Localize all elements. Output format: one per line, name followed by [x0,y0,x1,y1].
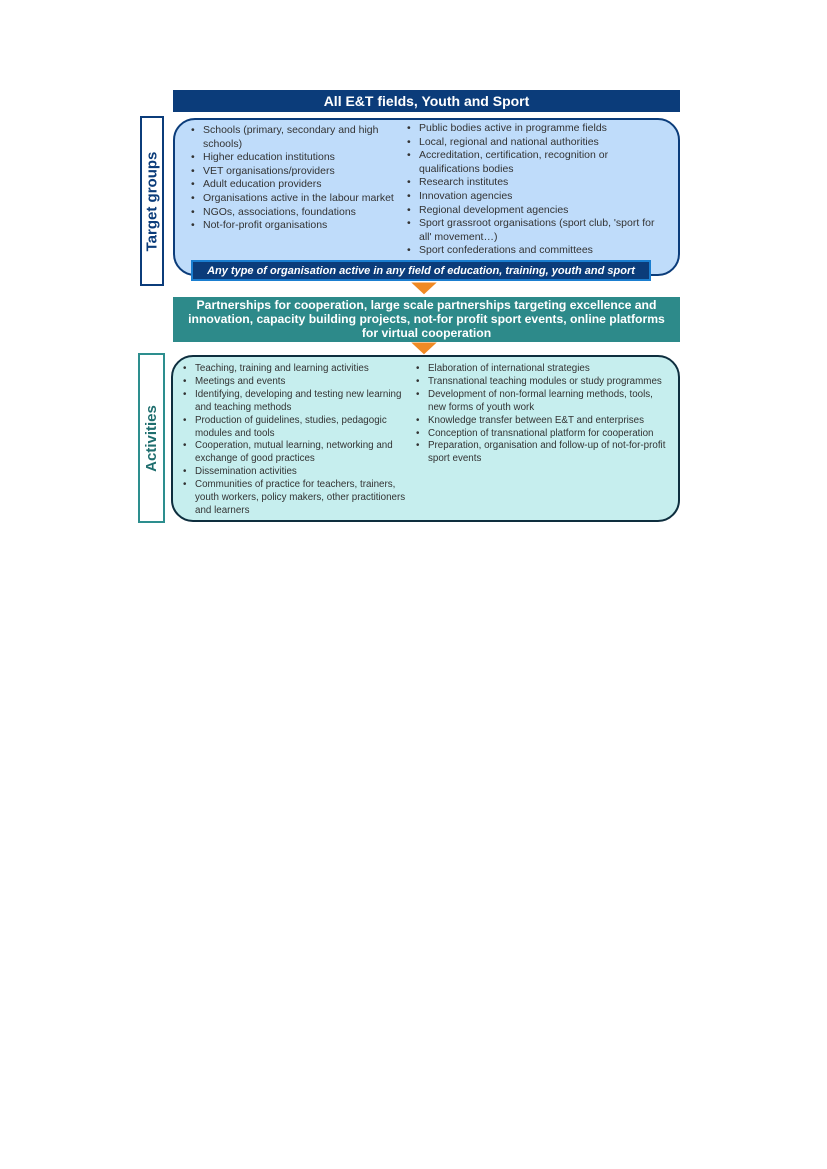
list-item: • Communities of practice for teachers, trainers, youth workers, policy makers, other practitioners and learners [183,479,411,518]
down-arrow-icon [410,282,438,296]
partnerships-box: Partnerships for cooperation, large scale partnerships targeting excellence and innovation, capacity building projects, not-for profit sport events, online platforms for virtual cooperation [173,297,680,342]
list-item: • Conception of transnational platform for cooperation [416,428,666,441]
activities-label [138,353,165,523]
any-organisation-banner: Any type of organisation active in any field of education, training, youth and sport [191,260,651,281]
activities-label-text: Activities [143,404,161,472]
list-item: • Adult education providers [191,178,401,192]
target-groups-left-list [191,124,401,233]
diagram-title: All E&T fields, Youth and Sport [173,90,680,112]
target-groups-right-list [407,122,667,258]
down-arrow-icon [410,342,438,356]
target-groups-label [140,116,164,286]
list-item: • Preparation, organisation and follow-up of not-for-profit sport events [416,440,666,466]
list-item: • Identifying, developing and testing new learning and teaching methods [183,389,411,415]
list-item: • Accreditation, certification, recognition or qualifications bodies [407,149,667,176]
list-item: • Local, regional and national authorities [407,136,667,150]
list-item: • Meetings and events [183,376,411,389]
list-item: • Not-for-profit organisations [191,219,401,233]
target-groups-label-text: Target groups [143,151,161,251]
list-item: • Elaboration of international strategies [416,363,666,376]
list-item: • Knowledge transfer between E&T and enterprises [416,415,666,428]
activities-left-list [183,363,411,518]
list-item: • Production of guidelines, studies, pedagogic modules and tools [183,415,411,441]
activities-right-list [416,363,666,466]
list-item: • NGOs, associations, foundations [191,206,401,220]
list-item: • Research institutes [407,176,667,190]
list-item: • Dissemination activities [183,466,411,479]
list-item: • Higher education institutions [191,151,401,165]
list-item: • Regional development agencies [407,204,667,218]
target-groups-panel [173,118,680,276]
list-item: • Teaching, training and learning activities [183,363,411,376]
list-item: • Sport confederations and committees [407,244,667,258]
list-item: • Cooperation, mutual learning, networking and exchange of good practices [183,440,411,466]
activities-panel [171,355,680,522]
list-item: • Schools (primary, secondary and high schools) [191,124,401,151]
list-item: • Innovation agencies [407,190,667,204]
list-item: • Transnational teaching modules or study programmes [416,376,666,389]
list-item: • Development of non-formal learning methods, tools, new forms of youth work [416,389,666,415]
list-item: • Organisations active in the labour market [191,192,401,206]
list-item: • VET organisations/providers [191,165,401,179]
list-item: • Public bodies active in programme fields [407,122,667,136]
list-item: • Sport grassroot organisations (sport club, 'sport for all' movement…) [407,217,667,244]
